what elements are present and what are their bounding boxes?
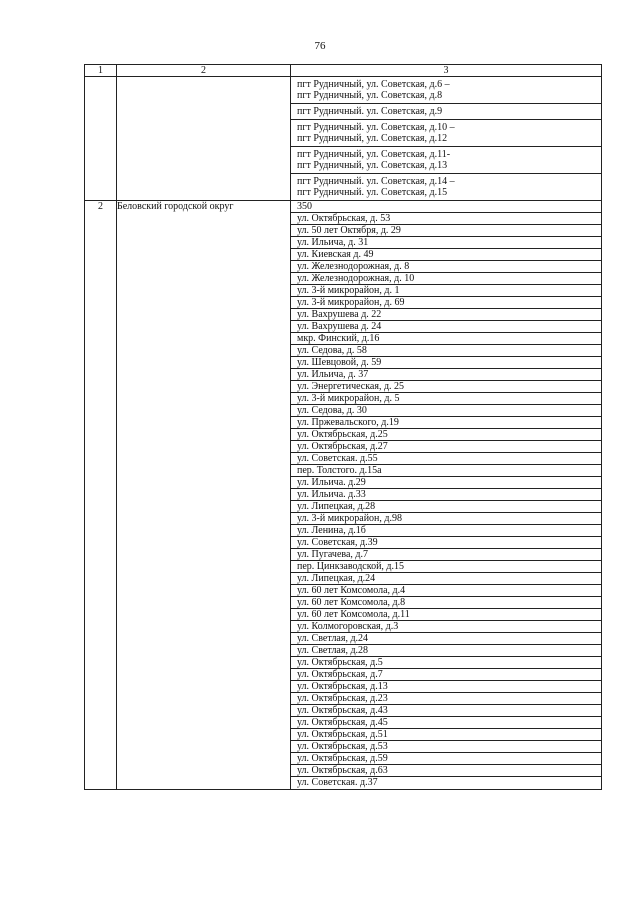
address-item: ул. Октябрьская, д.27 <box>291 441 601 453</box>
address-item: мкр. Финский, д.16 <box>291 333 601 345</box>
address-item: ул. Октябрьская, д.25 <box>291 429 601 441</box>
address-item: ул. Октябрьская, д.5 <box>291 657 601 669</box>
continuation-address-list <box>291 77 601 200</box>
address-item: пер. Толстого. д.15а <box>291 465 601 477</box>
address-item: ул. Пугачева, д.7 <box>291 549 601 561</box>
address-item: ул. Октябрьская, д.43 <box>291 705 601 717</box>
address-line: пгт Рудничный, ул. Советская, д.6 – <box>297 79 450 90</box>
address-item: ул. 60 лет Комсомола, д.11 <box>291 609 601 621</box>
address-item: ул. Вахрушева д. 22 <box>291 309 601 321</box>
address-line: пгт Рудничный. ул. Советская, д.10 – <box>297 122 455 133</box>
address-list <box>291 201 601 789</box>
address-line: пгт Рудничный. ул. Советская, д.15 <box>297 187 448 198</box>
address-item: ул. Октябрьская, д.45 <box>291 717 601 729</box>
address-item: ул. Колмогоровская, д.3 <box>291 621 601 633</box>
address-item: ул. Ильича. д.33 <box>291 489 601 501</box>
address-entry <box>291 120 601 147</box>
address-item: ул. Липецкая, д.24 <box>291 573 601 585</box>
address-item: ул. Киевская д. 49 <box>291 249 601 261</box>
address-entry <box>291 104 601 120</box>
page-number: 76 <box>314 40 326 52</box>
address-item: ул. Советская. д.37 <box>297 777 378 788</box>
address-item: ул. Октябрьская, д.59 <box>291 753 601 765</box>
address-item: ул. Октябрьская, д.51 <box>291 729 601 741</box>
header-col-3: 3 <box>291 65 602 77</box>
address-cell <box>291 201 602 790</box>
continuation-address-cell <box>291 77 602 201</box>
continuation-row <box>85 77 602 201</box>
continuation-number-cell <box>85 77 117 201</box>
municipality-name: Беловский городской округ <box>117 201 291 790</box>
address-line: пгт Рудничный, ул. Советская, д.8 <box>297 90 443 101</box>
address-item: ул. Ильича, д. 37 <box>291 369 601 381</box>
address-item: ул. Ильича, д. 31 <box>291 237 601 249</box>
continuation-name-cell <box>117 77 291 201</box>
address-item: ул. 60 лет Комсомола, д.8 <box>291 597 601 609</box>
header-row <box>85 65 602 77</box>
address-line: пгт Рудничный, ул. Советская, д.12 <box>297 133 448 144</box>
table-row <box>85 201 602 790</box>
address-item: ул. Железнодорожная, д. 8 <box>291 261 601 273</box>
address-item: ул. Железнодорожная, д. 10 <box>291 273 601 285</box>
address-line: пгт Рудничный, ул. Советская, д.13 <box>297 160 448 171</box>
address-item: ул. Седова, д. 58 <box>291 345 601 357</box>
address-item: ул. Октябрьская, д.7 <box>291 669 601 681</box>
address-item: ул. 3-й микрорайон, д. 69 <box>291 297 601 309</box>
address-item: пер. Цинкзаводской, д.15 <box>291 561 601 573</box>
address-item: ул. Пржевальского, д.19 <box>291 417 601 429</box>
address-item: ул. Светлая, д.24 <box>291 633 601 645</box>
address-item: ул. Советская, д.39 <box>291 537 601 549</box>
address-item: ул. Октябрьская, д. 53 <box>291 213 601 225</box>
address-item: ул. 60 лет Комсомола, д.4 <box>291 585 601 597</box>
header-col-1: 1 <box>85 65 117 77</box>
row-number: 2 <box>85 201 117 790</box>
address-item: ул. Шевцовой, д. 59 <box>291 357 601 369</box>
address-line: пгт Рудничный. ул. Советская, д.9 <box>297 106 443 117</box>
header-col-2: 2 <box>117 65 291 77</box>
address-item: ул. Седова, д. 30 <box>291 405 601 417</box>
address-item: 350 <box>291 201 601 213</box>
address-item: ул. Энергетическая, д. 25 <box>291 381 601 393</box>
address-entry <box>291 174 601 200</box>
address-item: ул. Светлая, д.28 <box>291 645 601 657</box>
address-item: ул. Октябрьская, д.23 <box>291 693 601 705</box>
address-entry <box>291 77 601 104</box>
address-item: ул. Советская. д.55 <box>291 453 601 465</box>
address-entry <box>291 147 601 174</box>
address-item: ул. Октябрьская, д.63 <box>291 765 601 777</box>
address-item: ул. 3-й микрорайон, д.98 <box>291 513 601 525</box>
address-item: ул. 3-й микрорайон, д. 1 <box>291 285 601 297</box>
address-line: пгт Рудничный. ул. Советская, д.14 – <box>297 176 455 187</box>
address-item: ул. Октябрьская, д.13 <box>291 681 601 693</box>
address-item: ул. Ильича. д.29 <box>291 477 601 489</box>
address-item: ул. 50 лет Октября, д. 29 <box>291 225 601 237</box>
address-item: ул. Октябрьская, д.53 <box>291 741 601 753</box>
address-table <box>84 64 602 790</box>
address-item: ул. 3-й микрорайон, д. 5 <box>291 393 601 405</box>
address-item: ул. Липецкая, д.28 <box>291 501 601 513</box>
address-item: ул. Вахрушева д. 24 <box>291 321 601 333</box>
address-item: ул. Ленина, д.1б <box>291 525 601 537</box>
address-line: пгт Рудничный, ул. Советская, д.11- <box>297 149 451 160</box>
